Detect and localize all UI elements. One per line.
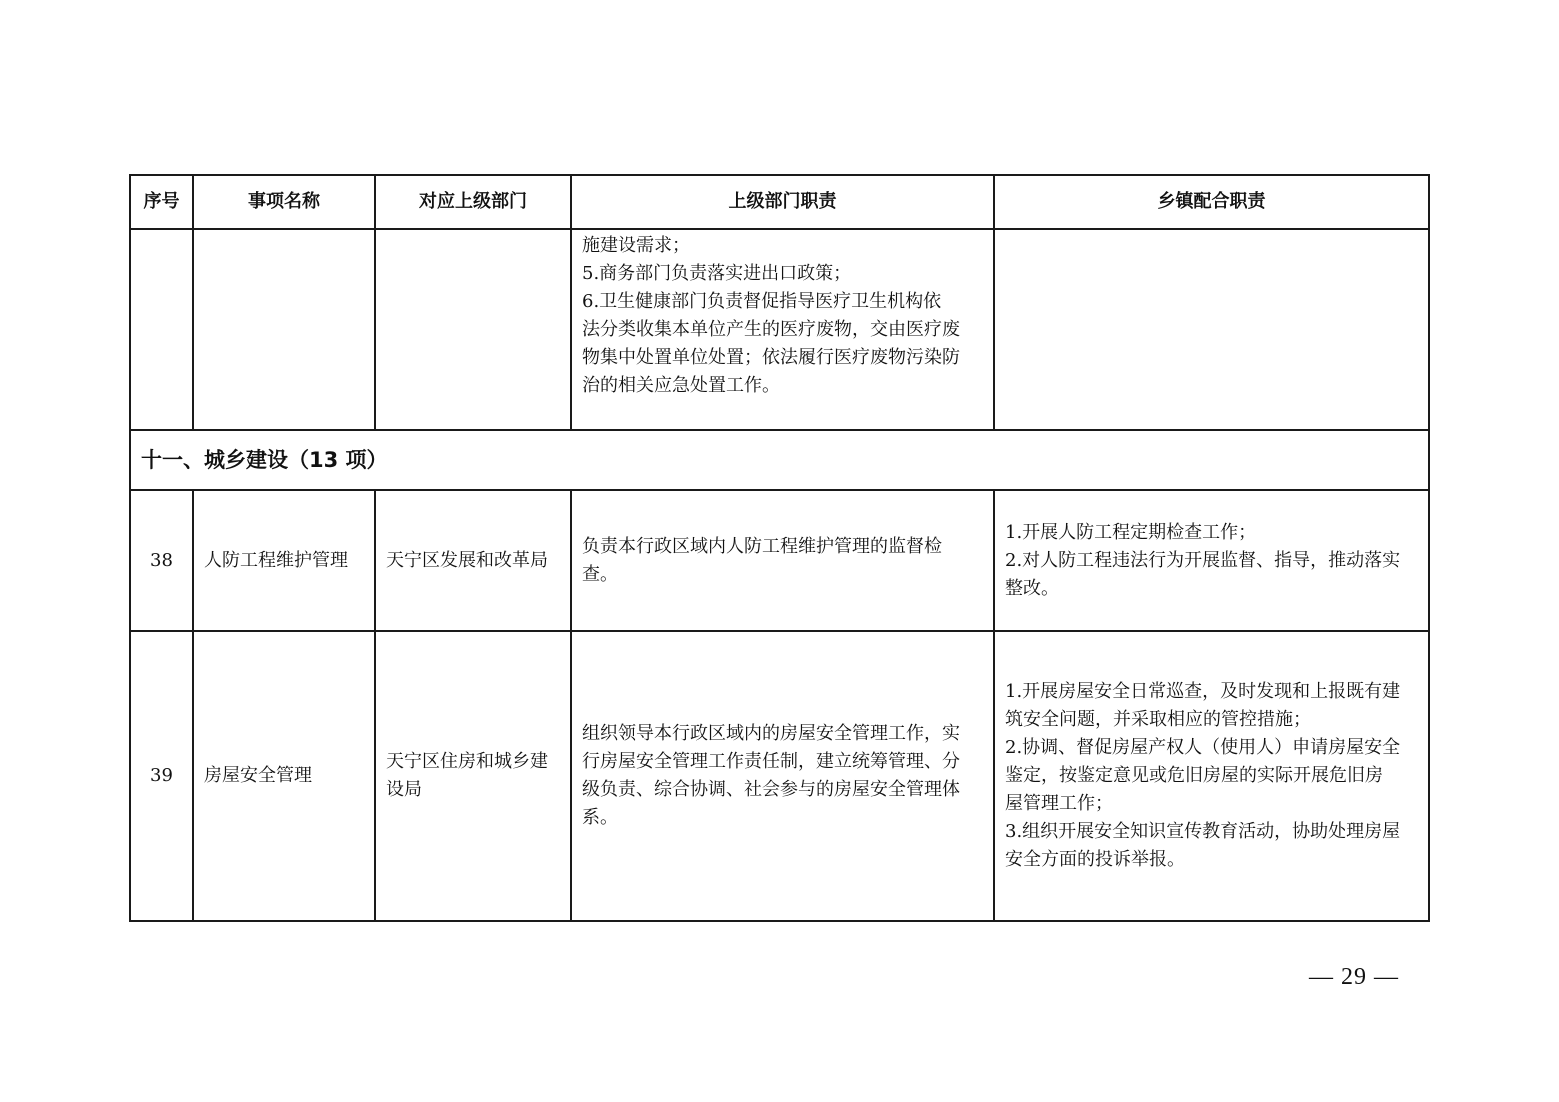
cell-superior-dept xyxy=(375,490,571,631)
cell-superior-duty xyxy=(571,631,994,921)
text-line: 天宁区发展和改革局 xyxy=(386,549,548,571)
text-line: 系。 xyxy=(582,807,618,828)
duty-table xyxy=(129,174,1430,922)
header-seq: 序号 xyxy=(130,175,193,229)
text-line: 法分类收集本单位产生的医疗废物，交由医疗废 xyxy=(582,319,960,340)
cell-seq xyxy=(130,229,193,430)
cell-township-duty xyxy=(994,631,1429,921)
text-line: 5.商务部门负责落实进出口政策； xyxy=(582,263,852,284)
text-line: 1.开展房屋安全日常巡查，及时发现和上报既有建 xyxy=(1005,681,1401,702)
text-line: 治的相关应急处置工作。 xyxy=(582,375,780,396)
text-line: 2.协调、督促房屋产权人（使用人）申请房屋安全 xyxy=(1005,737,1401,758)
header-superior-duty: 上级部门职责 xyxy=(571,175,994,229)
text-line: 物集中处置单位处置；依法履行医疗废物污染防 xyxy=(582,347,960,368)
text-line: 3.组织开展安全知识宣传教育活动，协助处理房屋 xyxy=(1005,821,1401,842)
text-line: 行房屋安全管理工作责任制，建立统筹管理、分 xyxy=(582,751,960,772)
cell-item-name: 人防工程维护管理 xyxy=(193,490,375,631)
table-row-continuation xyxy=(130,229,1429,430)
header-superior-dept: 对应上级部门 xyxy=(375,175,571,229)
text-line: 屋管理工作； xyxy=(1005,793,1113,814)
table-row xyxy=(130,631,1429,921)
section-title: 十一、城乡建设（13 项） xyxy=(130,430,1429,490)
text-line: 鉴定，按鉴定意见或危旧房屋的实际开展危旧房 xyxy=(1005,765,1383,786)
page-number: — 29 — xyxy=(1309,964,1399,990)
text-line: 施建设需求； xyxy=(582,235,690,256)
header-item-name: 事项名称 xyxy=(193,175,375,229)
text-line: 负责本行政区域内人防工程维护管理的监督检 xyxy=(582,535,942,557)
cell-township-duty xyxy=(994,490,1429,631)
text-line: 设局 xyxy=(386,779,422,800)
text-line: 整改。 xyxy=(1005,577,1059,599)
section-row xyxy=(130,430,1429,490)
header-township-duty: 乡镇配合职责 xyxy=(994,175,1429,229)
text-line: 查。 xyxy=(582,563,618,585)
text-line: 1.开展人防工程定期检查工作； xyxy=(1005,521,1257,543)
cell-seq: 39 xyxy=(130,631,193,921)
text-line: 组织领导本行政区域内的房屋安全管理工作，实 xyxy=(582,723,960,744)
text-line: 级负责、综合协调、社会参与的房屋安全管理体 xyxy=(582,779,960,800)
cell-township-duty xyxy=(994,229,1429,430)
cell-superior-dept xyxy=(375,631,571,921)
text-line: 安全方面的投诉举报。 xyxy=(1005,849,1185,870)
text-line: 6.卫生健康部门负责督促指导医疗卫生机构依 xyxy=(582,291,942,312)
cell-superior-duty xyxy=(571,490,994,631)
cell-item-name: 房屋安全管理 xyxy=(193,631,375,921)
cell-superior-dept xyxy=(375,229,571,430)
text-line: 2.对人防工程违法行为开展监督、指导，推动落实 xyxy=(1005,549,1401,571)
cell-seq: 38 xyxy=(130,490,193,631)
table-row xyxy=(130,490,1429,631)
table-header-row xyxy=(130,175,1429,229)
cell-superior-duty xyxy=(571,229,994,430)
text-line: 天宁区住房和城乡建 xyxy=(386,751,548,772)
text-line: 筑安全问题，并采取相应的管控措施； xyxy=(1005,709,1311,730)
cell-item-name xyxy=(193,229,375,430)
